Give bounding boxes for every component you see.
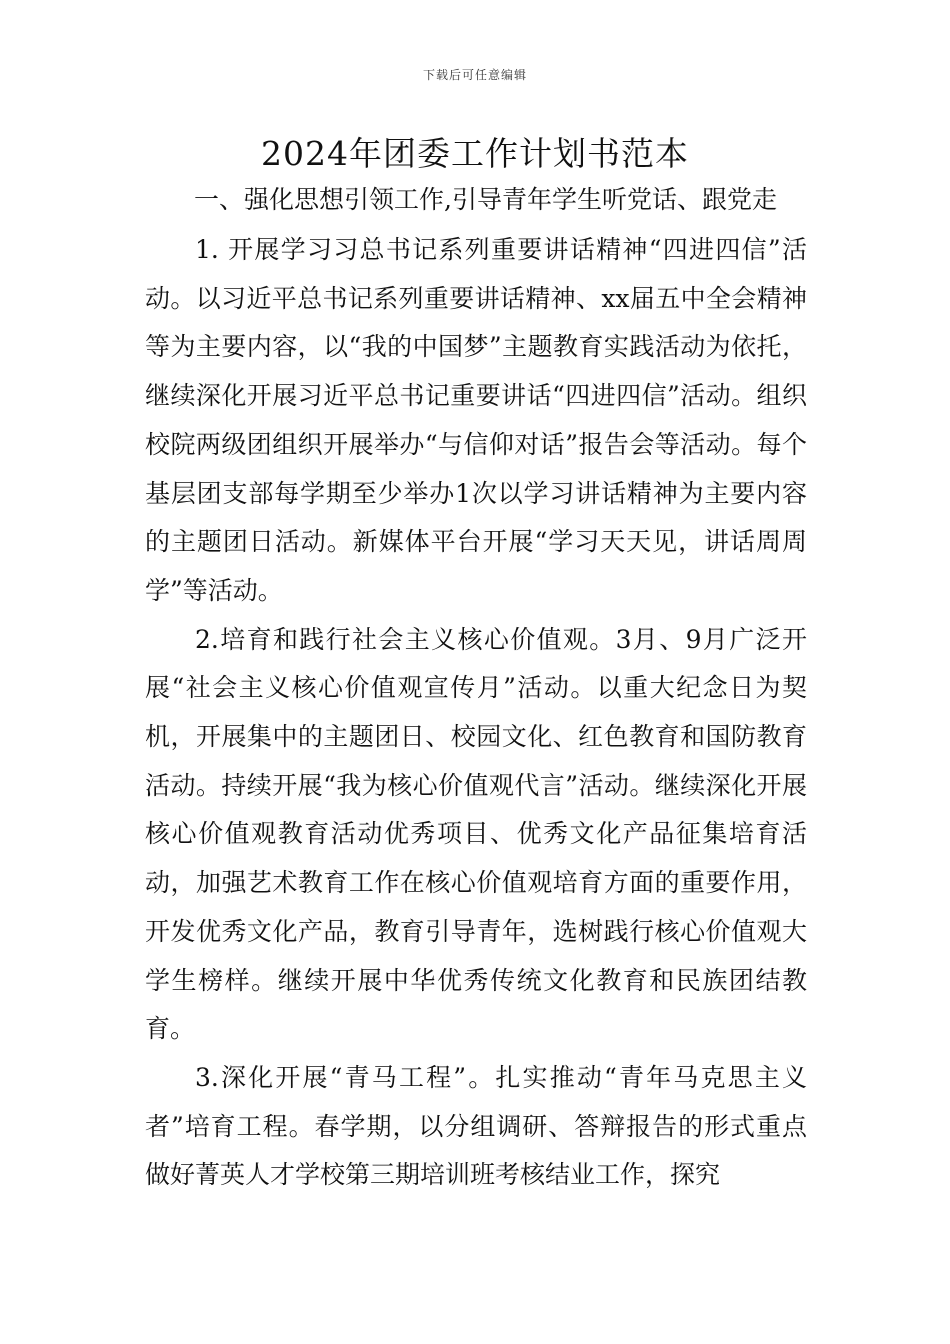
section-heading: 一、强化思想引领工作,引导青年学生听党话、跟党走: [194, 185, 777, 214]
document-body: [145, 226, 807, 1200]
paragraph-3: 3.深化开展“青马工程”。扎实推动“青年马克思主义者”培育工程。春学期，以分组调研、答辩报告的形式重点做好菁英人才学校第三期培训班考核结业工作，探究: [145, 1062, 807, 1190]
paragraph-2: 2.培育和践行社会主义核心价值观。3月、9月广泛开展“社会主义核心价值观宣传月”活动。以重大纪念日为契机，开展集中的主题团日、校园文化、红色教育和国防教育活动。持续开展“我为核心价值观代言”活动。继续深化开展核心价值观教育活动优秀项目、优秀文化产品征集培育活动，加强艺术教育工作在核心价值观培育方面的重要作用，开发优秀文化产品，教育引导青年，选树践行核心价值观大学生榜样。继续开展中华优秀传统文化教育和民族团结教育。: [145, 624, 807, 1044]
document-title: 2024年团委工作计划书范本: [261, 134, 689, 173]
header-note: 下载后可任意编辑: [422, 68, 527, 82]
paragraph-1: 1. 开展学习习总书记系列重要讲话精神“四进四信”活动。以习近平总书记系列重要讲话精神、xx届五中全会精神等为主要内容，以“我的中国梦”主题教育实践活动为依托，继续深化开展习近平总书记重要讲话“四进四信”活动。组织校院两级团组织开展举办“与信仰对话”报告会等活动。每个基层团支部每学期至少举办1次以学习讲话精神为主要内容的主题团日活动。新媒体平台开展“学习天天见，讲话周周学”等活动。: [145, 235, 807, 605]
